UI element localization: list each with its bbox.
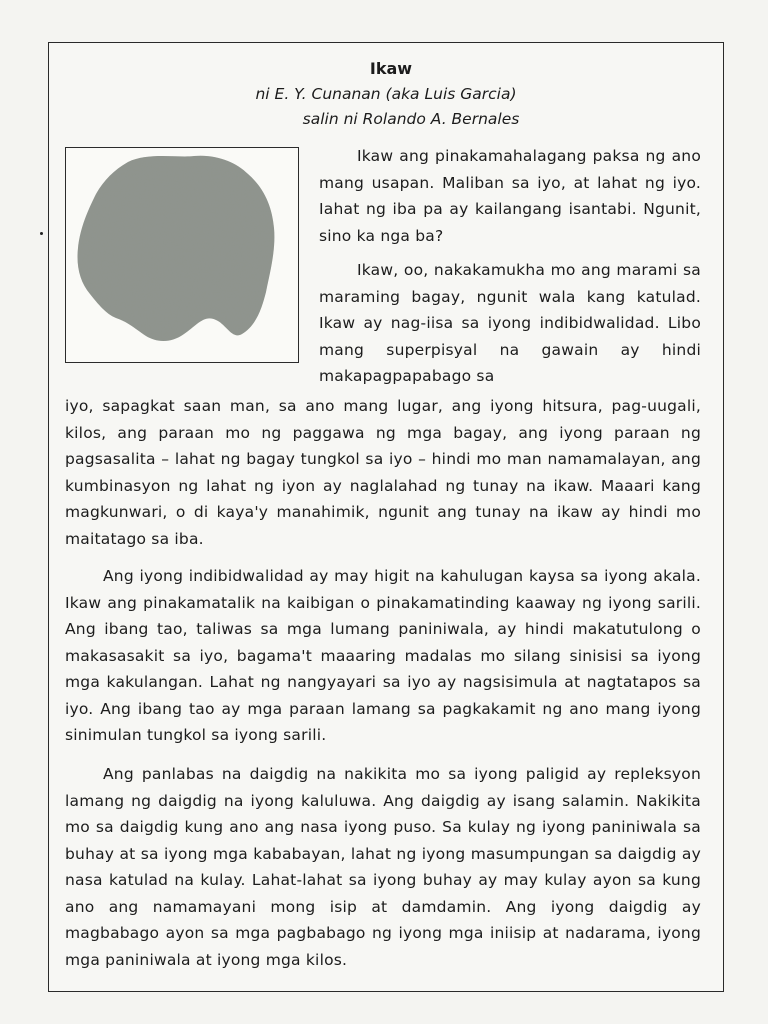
paragraph-4: Ang panlabas na daigdig na nakikita mo sa iyong paligid ay repleksyon lamang ng daigdig na iyong kaluluwa. Ang daigdig ay isang salamin. Nakikita mo sa daigdig kung ano ang nasa iyong puso. Sa kulay ng iyong paniniwala sa buhay at sa iyong mga kababayan, lahat ng iyong masumpungan sa daigdig ay nasa katulad na kulay. Lahat-lahat sa iyong buhay ay may kulay ayon sa kung ano ang namamayani mong isip at damdamin. Ang iyong daigdig ay magbabago ayon sa mga pagbabago ng iyong mga iniisip at nadarama, iyong mga paniniwala at iyong mga kilos.	[65, 765, 701, 969]
document-title: Ikaw	[369, 59, 413, 78]
translator-line: salin ni Rolando A. Bernales	[302, 110, 520, 128]
author-line: ni E. Y. Cunanan (aka Luis Garcia)	[255, 85, 517, 103]
margin-dot	[40, 232, 43, 235]
illustration-frame	[65, 147, 299, 363]
paragraph-3: Ang iyong indibidwalidad ay may higit na kahulugan kaysa sa iyong akala. Ikaw ang pinakamatalik na kaibigan o pinakamatinding kaaway ng iyong sarili. Ang ibang tao, taliwas sa mga lumang paniniwala, ay hindi makatutulong o makasasakit sa iyo, bagama't maaaring madalas mo silang sinisisi sa iyong mga kakulangan. Lahat ng nangyayari sa iyo ay nagsisimula at nagtatapos sa iyo. Ang ibang tao ay mga paraan lamang sa pagkakamit ng ano mang iyong sinimulan tungkol sa iyong sarili.	[65, 567, 701, 744]
fingerprint-blob-icon	[66, 148, 298, 362]
document-page	[48, 42, 724, 992]
paragraph-2-top: Ikaw, oo, nakakamukha mo ang marami sa maraming bagay, ngunit wala kang katulad. Ikaw ay nag-iisa sa iyong indibidwalidad. Libo mang superpisyal na gawain ay hindi makapagpapabago sa	[319, 261, 701, 385]
paragraph-2-bottom: iyo, sapagkat saan man, sa ano mang lugar, ang iyong hitsura, pag-uugali, kilos, ang paraan mo ng paggawa ng mga bagay, ang iyong paraan ng pagsasalita – lahat ng bagay tungkol sa iyo – hindi mo man namamalayan, ang kumbinasyon ng lahat ng iyon ay naglalahad ng tunay na ikaw. Maaari kang magkunwari, o di kaya'y manahimik, ngunit ang tunay na ikaw ay hindi mo maitatago sa iba.	[65, 397, 701, 548]
paragraph-1: Ikaw ang pinakamahalagang paksa ng ano mang usapan. Maliban sa iyo, at lahat ng iyo. Iahat ng iba pa ay kailangang isantabi. Ngunit, sino ka nga ba?	[319, 147, 701, 245]
